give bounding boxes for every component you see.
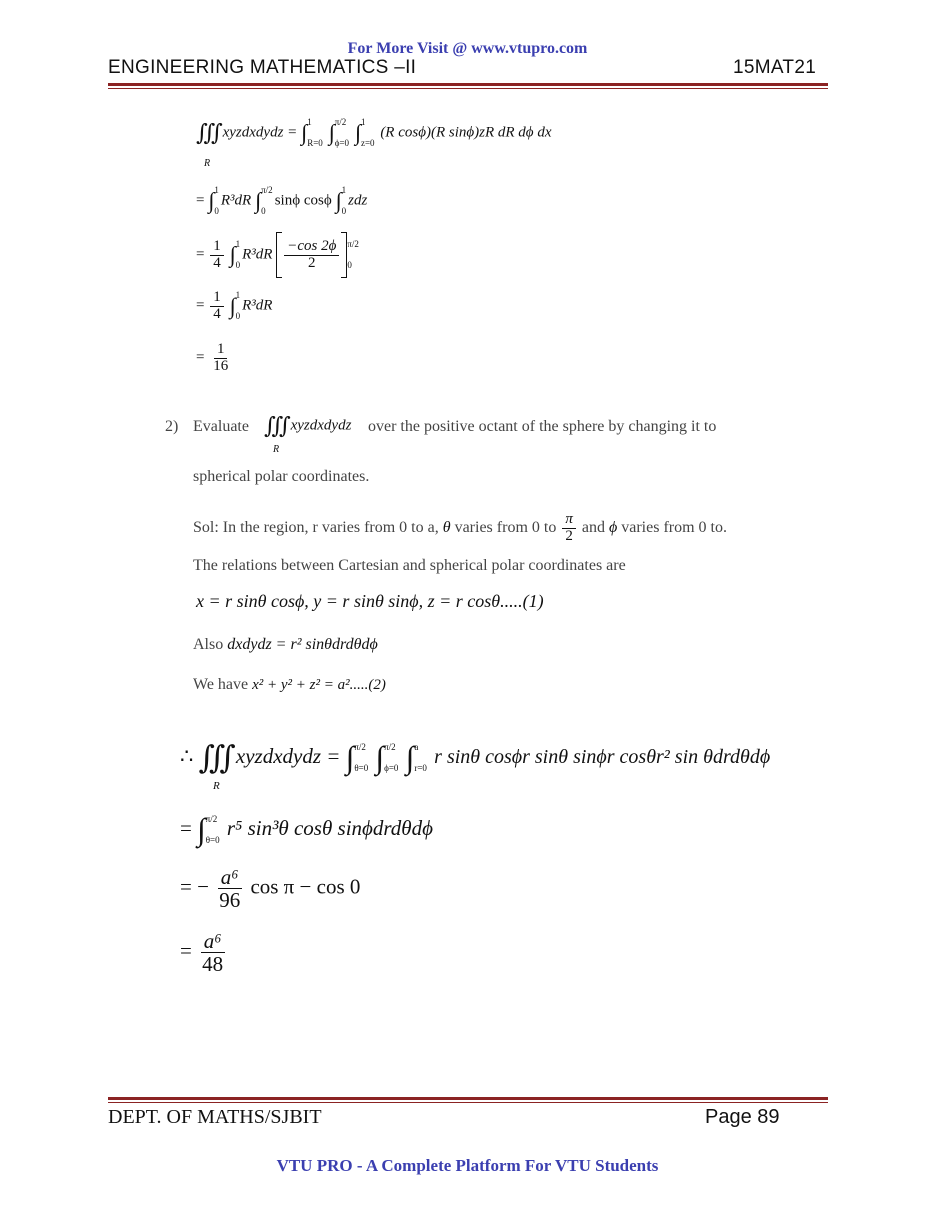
vtupro-tagline[interactable]: VTU PRO - A Complete Platform For VTU Students: [276, 1156, 659, 1175]
page-number: Page 89: [705, 1106, 780, 1128]
document-title: ENGINEERING MATHEMATICS –II: [108, 57, 417, 78]
solution2-line2: = ∫ π/2 θ=0 r⁵ sin³θ cosθ sinϕdrdθdϕ: [180, 812, 433, 847]
solution2-line1: ∴ ∭xyzdxdydz = ∫ π/2 θ=0 ∫ π/2 ϕ=0 ∫ a r=0 r sinθ cosϕr sinθ sinϕr cosθr² sin θdrdθdϕ: [180, 740, 771, 775]
relations-equation: x = r sinθ cosϕ, y = r sinθ sinϕ, z = r cosθ.....(1): [196, 591, 544, 611]
solution1-region-label: R: [204, 158, 211, 169]
solution1-line4: = $\frac{1}{4}$ ∫ 1 0 R³dR: [196, 289, 273, 322]
solution2-region-label: R: [213, 780, 220, 792]
problem-evaluate: Evaluate: [193, 418, 249, 435]
solution-intro: Sol: In the region, r varies from 0 to a, θ varies from 0 to $\frac{\pi}{2}$ and ϕ varies from 0 to.: [193, 511, 727, 544]
solution1-line3: = $\frac{1}{4}$ ∫ 1 0 R³dR $\frac{-\cos 2\phi}{2}$ π/2 0: [196, 232, 361, 278]
visit-link-text[interactable]: For More Visit @ www.vtupro.com: [347, 40, 588, 57]
course-code: 15MAT21: [733, 57, 817, 78]
footer-rule: [108, 1097, 828, 1100]
solution1-line2: = ∫ 1 0 R³dR ∫ π/2 0 sinϕ cosϕ ∫ 1 0 zdz: [196, 185, 368, 216]
header-rule: [108, 83, 828, 86]
problem-integral: ∭xyzdxdydz: [264, 413, 352, 438]
solution2-line3: = − $\frac{\text{a⁶}}{96}$ cos π − cos 0: [180, 865, 361, 913]
footer-rule-thin: [108, 1102, 828, 1103]
volume-element-line: Also dxdydz = r² sinθdrdθdϕ: [193, 636, 378, 653]
problem-number: 2): [165, 418, 179, 435]
sphere-equation-line: We have x² + y² + z² = a².....(2): [193, 676, 386, 693]
problem-region-label: R: [273, 444, 280, 455]
relations-text: The relations between Cartesian and spherical polar coordinates are: [193, 557, 626, 574]
solution2-line4: = $\frac{\text{a⁶}}{48}$: [180, 929, 224, 977]
department-label: DEPT. OF MATHS/SJBIT: [108, 1106, 322, 1128]
solution1-line5: = $\frac{1}{16}$: [196, 341, 229, 374]
header-rule-thin: [108, 88, 828, 89]
solution1-line1: ∭xyzdxdydz = ∫ 1 R=0 ∫ π/2 ϕ=0 ∫ 1 z=0 (R cosϕ)(R sinϕ)zR dR dϕ dx: [196, 117, 552, 148]
problem-text-1: over the positive octant of the sphere by changing it to: [368, 418, 717, 435]
problem-text-2: spherical polar coordinates.: [193, 468, 370, 485]
